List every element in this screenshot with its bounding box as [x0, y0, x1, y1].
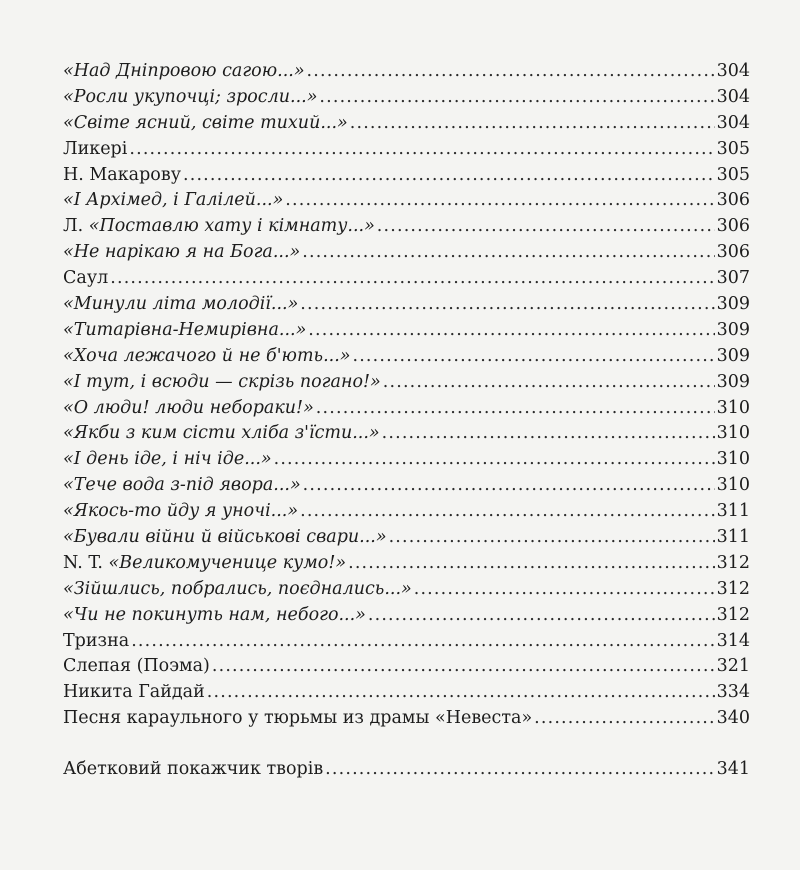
toc-row-2[interactable]: [63, 85, 750, 111]
toc-title: «О люди! люди небораки!»: [63, 397, 314, 418]
toc-page-number: 309: [716, 319, 750, 340]
toc-author-prefix: Л.: [63, 216, 89, 237]
toc-page-number: 311: [716, 527, 750, 548]
dot-leader: [350, 111, 715, 137]
toc-row-13[interactable]: [63, 370, 750, 396]
toc-page-number: 306: [716, 216, 750, 237]
toc-title: Никита Гайдай: [63, 682, 205, 703]
dot-leader: [383, 370, 715, 396]
dot-leader: [207, 680, 715, 706]
toc-page-number: 310: [716, 475, 750, 496]
toc-row-23[interactable]: [63, 629, 750, 655]
toc-title: «Титарівна-Немирівна...»: [63, 319, 307, 340]
toc-page-number: 341: [716, 759, 750, 780]
toc-title: «Тече вода з-під явора...»: [63, 475, 301, 496]
dot-leader: [319, 85, 714, 111]
toc-title: Л. «Поставлю хату і кімнату...»: [63, 216, 375, 237]
toc-row-9[interactable]: [63, 266, 750, 292]
toc-title: Слепая (Поэма): [63, 656, 210, 677]
toc-page-number: 304: [716, 112, 750, 133]
toc-row-1[interactable]: [63, 59, 750, 85]
dot-leader: [303, 473, 715, 499]
toc-title: «Минули літа молодії...»: [63, 294, 299, 315]
dot-leader: [389, 525, 715, 551]
toc-page-number: 321: [716, 656, 750, 677]
toc-page-number: 312: [716, 552, 750, 573]
toc-row-17[interactable]: [63, 473, 750, 499]
dot-leader: [285, 188, 714, 214]
toc-row-12[interactable]: [63, 344, 750, 370]
toc-row-20[interactable]: [63, 551, 750, 577]
dot-leader: [307, 59, 715, 85]
toc-title: Абетковий покажчик творів: [63, 759, 324, 780]
toc-title: «Якось-то йду я уночі...»: [63, 501, 299, 522]
toc-page-number: 312: [716, 578, 750, 599]
toc-page-number: 304: [716, 61, 750, 81]
dot-leader: [352, 344, 714, 370]
toc-row-10[interactable]: [63, 292, 750, 318]
toc-page-number: 311: [716, 501, 750, 522]
dot-leader: [308, 318, 714, 344]
toc-row-21[interactable]: [63, 577, 750, 603]
toc-title: «Над Дніпровою сагою...»: [63, 61, 305, 81]
toc-page-number: 310: [716, 423, 750, 444]
dot-leader: [274, 447, 715, 473]
dot-leader: [414, 577, 715, 603]
toc-title: «І тут, і всюди — скрізь погано!»: [63, 371, 381, 392]
toc-page-number: 305: [716, 138, 750, 159]
toc-row-4[interactable]: [63, 137, 750, 163]
toc-page-number: 306: [716, 242, 750, 263]
dot-leader: [377, 214, 715, 240]
toc-row-25[interactable]: [63, 680, 750, 706]
toc-row-15[interactable]: [63, 421, 750, 447]
toc-author-prefix: N. T.: [63, 552, 109, 573]
toc-title: «Бували війни й військові свари...»: [63, 527, 387, 548]
toc-title: «Якби з ким сісти хліба з'їсти...»: [63, 423, 380, 444]
toc-title: «Зійшлись, побрались, поєднались...»: [63, 578, 412, 599]
dot-leader: [368, 603, 715, 629]
toc-title: Ликері: [63, 138, 128, 159]
toc-page-number: 309: [716, 371, 750, 392]
toc-row-8[interactable]: [63, 240, 750, 266]
toc-page-number: 340: [716, 708, 750, 729]
toc-row-26[interactable]: [63, 706, 750, 732]
dot-leader: [316, 396, 715, 422]
toc-page-number: 309: [716, 345, 750, 366]
toc-title: Тризна: [63, 630, 130, 651]
toc-page-number: 314: [716, 630, 750, 651]
toc-title: N. T. «Великомученице кумо!»: [63, 552, 347, 573]
table-of-contents: [63, 59, 750, 783]
toc-row-18[interactable]: [63, 499, 750, 525]
dot-leader: [348, 551, 715, 577]
toc-title: «Чи не покинуть нам, небого...»: [63, 604, 366, 625]
toc-row-22[interactable]: [63, 603, 750, 629]
toc-title: Н. Макарову: [63, 164, 181, 185]
toc-page-number: 309: [716, 294, 750, 315]
dot-leader: [302, 240, 714, 266]
toc-title: «І Архімед, і Галілей...»: [63, 190, 284, 211]
toc-page-number: 307: [716, 268, 750, 289]
dot-leader: [534, 706, 714, 732]
toc-row-19[interactable]: [63, 525, 750, 551]
toc-row-5[interactable]: [63, 163, 750, 189]
toc-page-number: 305: [716, 164, 750, 185]
dot-leader: [382, 421, 715, 447]
toc-page-number: 334: [716, 682, 750, 703]
toc-title: «І день іде, і ніч іде...»: [63, 449, 272, 470]
toc-page-number: 310: [716, 449, 750, 470]
dot-leader: [300, 499, 715, 525]
dot-leader: [212, 654, 715, 680]
toc-title: Песня караульного у тюрьмы из драмы «Невеста»: [63, 708, 533, 729]
toc-row-index[interactable]: [63, 757, 750, 783]
toc-title: «Хоча лежачого й не б'ють...»: [63, 345, 351, 366]
dot-leader: [325, 757, 714, 783]
dot-leader: [110, 266, 714, 292]
toc-title: Саул: [63, 268, 109, 289]
toc-title: «Росли укупочці; зросли...»: [63, 86, 318, 107]
toc-row-14[interactable]: [63, 396, 750, 422]
toc-page-number: 310: [716, 397, 750, 418]
toc-row-3[interactable]: [63, 111, 750, 137]
toc-row-7[interactable]: [63, 214, 750, 240]
dot-leader: [300, 292, 714, 318]
dot-leader: [183, 163, 715, 189]
toc-page-number: 306: [716, 190, 750, 211]
dot-leader: [131, 629, 714, 655]
toc-page-number: 312: [716, 604, 750, 625]
toc-row-24[interactable]: [63, 654, 750, 680]
toc-title: «Світе ясний, світе тихий...»: [63, 112, 348, 133]
dot-leader: [129, 137, 714, 163]
toc-row-6[interactable]: [63, 188, 750, 214]
toc-title: «Не нарікаю я на Бога...»: [63, 242, 301, 263]
toc-row-16[interactable]: [63, 447, 750, 473]
toc-page-number: 304: [716, 86, 750, 107]
toc-row-11[interactable]: [63, 318, 750, 344]
